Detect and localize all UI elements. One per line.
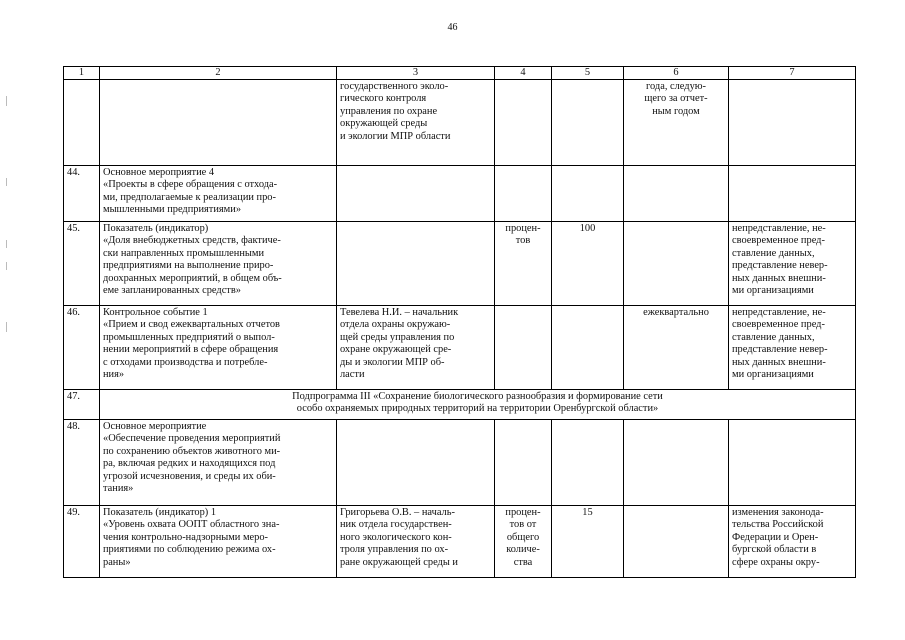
row-number: 45. bbox=[64, 222, 100, 306]
cell-value: 15 bbox=[552, 506, 624, 578]
cell-risks bbox=[729, 166, 856, 222]
cell-value bbox=[552, 166, 624, 222]
cell-responsible: Григорьева О.В. – началь- ник отдела государствен- ного экологического кон- троля управления по ох- ране окружающей среды и bbox=[337, 506, 495, 578]
row-number: 46. bbox=[64, 306, 100, 390]
cell-period bbox=[624, 222, 729, 306]
cell-description: Основное мероприятие «Обеспечение проведения мероприятий по сохранению объектов животного ми- ра, включая редких и находящихся под угрозой исчезновения, и среды их оби- тания» bbox=[100, 420, 337, 506]
row-number bbox=[64, 80, 100, 166]
row-number: 44. bbox=[64, 166, 100, 222]
row-number: 47. bbox=[64, 390, 100, 420]
column-header: 4 bbox=[495, 67, 552, 80]
cell-unit bbox=[495, 420, 552, 506]
cell-description: Контрольное событие 1 «Прием и свод ежеквартальных отчетов промышленных предприятий о выпол- нении мероприятий в сфере обращения с отходами производства и потребле- ния» bbox=[100, 306, 337, 390]
page-number: 46 bbox=[447, 22, 458, 33]
cell-unit bbox=[495, 306, 552, 390]
column-header: 5 bbox=[552, 67, 624, 80]
cell-value bbox=[552, 306, 624, 390]
cell-responsible bbox=[337, 420, 495, 506]
column-header: 6 bbox=[624, 67, 729, 80]
row-number: 48. bbox=[64, 420, 100, 506]
table-row bbox=[64, 80, 856, 166]
cell-unit: процен- тов от общего количе- ства bbox=[495, 506, 552, 578]
column-header: 1 bbox=[64, 67, 100, 80]
cell-description: Показатель (индикатор) 1 «Уровень охвата ООПТ областного зна- чения контрольно-надзорными меро- приятиями по соблюдению режима ох- раны» bbox=[100, 506, 337, 578]
column-header: 3 bbox=[337, 67, 495, 80]
cell-responsible: Тевелева Н.И. – начальник отдела охраны окружаю- щей среды управления по охране окружающей сре- ды и экологии МПР об- ласти bbox=[337, 306, 495, 390]
data-table bbox=[63, 66, 856, 578]
table-header-row bbox=[64, 67, 856, 80]
cell-description bbox=[100, 80, 337, 166]
cell-value bbox=[552, 420, 624, 506]
cell-responsible: государственного эколо- гического контроля управления по охране окружающей среды и экологии МПР области bbox=[337, 80, 495, 166]
cell-period: ежеквартально bbox=[624, 306, 729, 390]
cell-unit bbox=[495, 166, 552, 222]
cell-risks bbox=[729, 80, 856, 166]
cell-responsible bbox=[337, 222, 495, 306]
cell-risks: непредставление, не- своевременное пред- ставление данных, представление невер- ных данных внешни- ми организациями bbox=[729, 222, 856, 306]
cell-responsible bbox=[337, 166, 495, 222]
table-row bbox=[64, 506, 856, 578]
cell-value bbox=[552, 80, 624, 166]
cell-period bbox=[624, 506, 729, 578]
cell-period: года, следую- щего за отчет- ным годом bbox=[624, 80, 729, 166]
table-row-subprogram bbox=[64, 390, 856, 420]
column-header: 7 bbox=[729, 67, 856, 80]
cell-description: Показатель (индикатор) «Доля внебюджетных средств, фактиче- ски направленных промышленными предприятиями на выполнение приро- доохранных мероприятий, в общем объ- еме запланированных средств» bbox=[100, 222, 337, 306]
cell-period bbox=[624, 166, 729, 222]
cell-risks: непредставление, не- своевременное пред- ставление данных, представление невер- ных данных внешни- ми организациями bbox=[729, 306, 856, 390]
cell-period bbox=[624, 420, 729, 506]
cell-description: Основное мероприятие 4 «Проекты в сфере обращения с отхода- ми, предполагаемые к реализации про- мышленными предприятиями» bbox=[100, 166, 337, 222]
table-row bbox=[64, 306, 856, 390]
table-row bbox=[64, 420, 856, 506]
cell-risks: изменения законода- тельства Российской Федерации и Орен- бургской области в сфере охраны окру- bbox=[729, 506, 856, 578]
table-row bbox=[64, 166, 856, 222]
column-header: 2 bbox=[100, 67, 337, 80]
table-row bbox=[64, 222, 856, 306]
row-number: 49. bbox=[64, 506, 100, 578]
cell-unit: процен- тов bbox=[495, 222, 552, 306]
cell-unit bbox=[495, 80, 552, 166]
subprogram-title: Подпрограмма III «Сохранение биологического разнообразия и формирование сети особо охраняемых природных территорий на территории Оренбургской области» bbox=[100, 390, 856, 420]
cell-value: 100 bbox=[552, 222, 624, 306]
cell-risks bbox=[729, 420, 856, 506]
